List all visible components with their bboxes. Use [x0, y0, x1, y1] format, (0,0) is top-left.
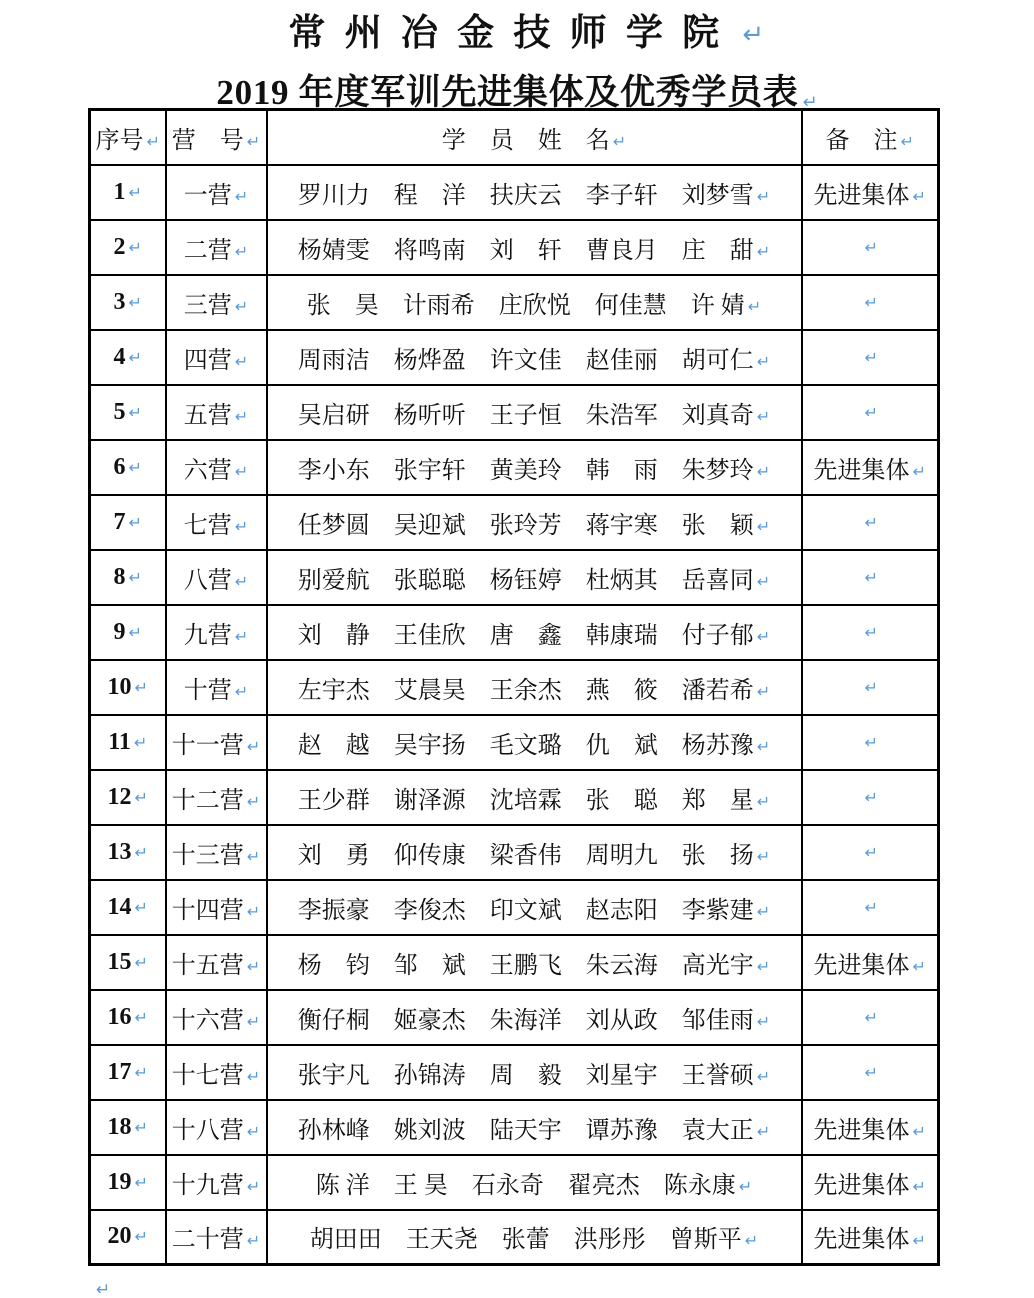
battalion-cell [166, 385, 267, 440]
student-names-cell [267, 715, 802, 770]
table-row [90, 495, 939, 550]
remark-cell [802, 220, 939, 275]
paragraph-mark-icon: ↵ [134, 952, 148, 972]
paragraph-mark-icon: ↵ [756, 626, 771, 646]
paragraph-mark-icon: ↵ [234, 516, 249, 536]
document-title-text: 2019 年度军训先进集体及优秀学员表 [216, 73, 799, 112]
student-names-cell-text: 衡仔桐 姬豪杰 朱海洋 刘从政 邹佳雨 [297, 1007, 754, 1034]
student-names-cell-text: 周雨洁 杨烨盈 许文佳 赵佳丽 胡可仁 [297, 347, 754, 374]
student-names-cell [267, 330, 802, 385]
paragraph-mark-icon: ↵ [900, 131, 914, 151]
battalion-cell-text: 九营 [183, 622, 232, 649]
remark-cell [802, 275, 939, 330]
paragraph-mark-icon: ↵ [246, 1176, 261, 1196]
table-row [90, 880, 939, 935]
table-row [90, 275, 939, 330]
title-block [0, 0, 1034, 115]
serial-number-cell [90, 715, 166, 770]
table-row [90, 715, 939, 770]
paragraph-mark-icon: ↵ [246, 1231, 261, 1251]
paragraph-mark-icon: ↵ [246, 1066, 261, 1086]
paragraph-mark-icon: ↵ [912, 1176, 926, 1196]
remark-cell [802, 1045, 939, 1100]
table-row [90, 1210, 939, 1265]
remark-cell [802, 1100, 939, 1155]
paragraph-mark-icon: ↵ [246, 1121, 261, 1141]
remark-cell [802, 770, 939, 825]
serial-number-cell [90, 275, 166, 330]
paragraph-mark-icon: ↵ [756, 571, 771, 591]
serial-number-cell-text: 9 [113, 618, 126, 645]
student-names-cell-text: 张宇凡 孙锦涛 周 毅 刘星宇 王誉硕 [297, 1062, 754, 1089]
paragraph-mark-icon: ↵ [864, 732, 878, 752]
paragraph-mark-icon: ↵ [234, 406, 249, 426]
serial-number-cell-text: 7 [113, 508, 126, 535]
paragraph-mark-icon: ↵ [864, 842, 878, 862]
battalion-cell [166, 715, 267, 770]
battalion-cell-text: 二营 [183, 237, 232, 264]
battalion-cell [166, 275, 267, 330]
student-names-cell-text: 赵 越 吴宇扬 毛文璐 仇 斌 杨苏豫 [297, 732, 754, 759]
student-names-cell-text: 刘 勇 仰传康 梁香伟 周明九 张 扬 [297, 842, 754, 869]
battalion-cell-text: 二十营 [171, 1227, 244, 1254]
student-names-cell-text: 胡田田 王天尧 张蕾 洪彤彤 曾斯平 [309, 1227, 742, 1254]
paragraph-mark-icon: ↵ [864, 292, 878, 312]
paragraph-mark-icon: ↵ [802, 92, 818, 113]
battalion-cell [166, 440, 267, 495]
paragraph-mark-icon: ↵ [128, 347, 142, 367]
student-names-cell [267, 660, 802, 715]
battalion-cell-text: 三营 [183, 292, 232, 319]
battalion-cell [166, 990, 267, 1045]
student-names-cell-text: 孙林峰 姚刘波 陆天宇 谭苏豫 袁大正 [297, 1117, 754, 1144]
paragraph-mark-icon: ↵ [234, 241, 249, 261]
remark-cell-text: 先进集体 [813, 1227, 910, 1254]
remark-cell-text: 先进集体 [813, 1172, 910, 1199]
battalion-cell-text: 十七营 [171, 1062, 244, 1089]
serial-number-cell-text: 6 [113, 453, 126, 480]
table-row [90, 1155, 939, 1210]
roster-table [88, 108, 940, 1266]
school-name-text: 常州冶金技师学院 [288, 13, 739, 54]
remark-cell [802, 1155, 939, 1210]
remark-cell [802, 385, 939, 440]
battalion-cell-text: 四营 [183, 347, 232, 374]
paragraph-mark-icon: ↵ [246, 846, 261, 866]
serial-number-cell-text: 3 [113, 288, 126, 315]
student-names-cell-text: 左宇杰 艾晨昊 王余杰 燕 筱 潘若希 [297, 677, 754, 704]
student-names-cell [267, 385, 802, 440]
student-names-cell [267, 165, 802, 220]
table-row [90, 550, 939, 605]
paragraph-mark-icon: ↵ [756, 351, 771, 371]
paragraph-mark-icon: ↵ [756, 1011, 771, 1031]
student-names-cell-text: 杨婧雯 将鸣南 刘 轩 曹良月 庄 甜 [297, 237, 754, 264]
paragraph-mark-icon: ↵ [246, 1011, 261, 1031]
paragraph-mark-icon: ↵ [246, 956, 261, 976]
serial-number-cell [90, 1210, 166, 1265]
battalion-cell [166, 495, 267, 550]
battalion-cell-text: 十五营 [171, 952, 244, 979]
remark-cell-text: 先进集体 [813, 457, 910, 484]
paragraph-mark-icon: ↵ [864, 622, 878, 642]
paragraph-mark-icon: ↵ [234, 351, 249, 371]
student-names-cell [267, 1155, 802, 1210]
battalion-cell [166, 660, 267, 715]
student-names-cell-text: 刘 静 王佳欣 唐 鑫 韩康瑞 付子郁 [297, 622, 754, 649]
student-names-cell-text: 张 昊 计雨希 庄欣悦 何佳慧 许 婧 [306, 292, 745, 319]
table-row [90, 935, 939, 990]
header-remarks: 备 注 ↵ [802, 110, 939, 165]
remark-cell-text: 先进集体 [813, 952, 910, 979]
table-row [90, 990, 939, 1045]
serial-number-cell-text: 19 [107, 1168, 132, 1195]
table-row [90, 1100, 939, 1155]
paragraph-mark-icon: ↵ [912, 461, 926, 481]
serial-number-cell-text: 2 [113, 233, 126, 260]
serial-number-cell-text: 4 [113, 343, 126, 370]
remark-cell [802, 1210, 939, 1265]
paragraph-mark-icon: ↵ [864, 567, 878, 587]
paragraph-mark-icon: ↵ [864, 237, 878, 257]
table-row [90, 825, 939, 880]
battalion-cell-text: 七营 [183, 512, 232, 539]
student-names-cell [267, 880, 802, 935]
paragraph-mark-icon: ↵ [234, 296, 249, 316]
battalion-cell-text: 十九营 [171, 1172, 244, 1199]
serial-number-cell-text: 1 [113, 178, 126, 205]
table-row [90, 1045, 939, 1100]
paragraph-mark-icon: ↵ [128, 567, 142, 587]
remark-cell [802, 880, 939, 935]
paragraph-mark-icon: ↵ [912, 1231, 926, 1251]
table-row [90, 770, 939, 825]
paragraph-mark-icon: ↵ [912, 1121, 926, 1141]
student-names-cell [267, 550, 802, 605]
student-names-cell-text: 任梦圆 吴迎斌 张玲芳 蒋宇寒 张 颖 [297, 512, 754, 539]
serial-number-cell [90, 220, 166, 275]
remark-cell [802, 935, 939, 990]
serial-number-cell [90, 440, 166, 495]
serial-number-cell-text: 8 [113, 563, 126, 590]
header-serial-number: 序号 ↵ [90, 110, 166, 165]
battalion-cell-text: 五营 [183, 402, 232, 429]
paragraph-mark-icon: ↵ [864, 402, 878, 422]
table-row [90, 385, 939, 440]
serial-number-cell [90, 880, 166, 935]
remark-cell [802, 825, 939, 880]
paragraph-mark-icon: ↵ [246, 791, 261, 811]
paragraph-mark-icon: ↵ [864, 512, 878, 532]
serial-number-cell-text: 18 [107, 1113, 132, 1140]
serial-number-cell-text: 20 [107, 1223, 132, 1250]
paragraph-mark-icon: ↵ [128, 402, 142, 422]
remark-cell [802, 165, 939, 220]
paragraph-mark-icon: ↵ [756, 241, 771, 261]
paragraph-mark-icon: ↵ [756, 846, 771, 866]
student-names-cell-text: 别爱航 张聪聪 杨钰婷 杜炳其 岳喜同 [297, 567, 754, 594]
paragraph-mark-icon: ↵ [756, 1121, 771, 1141]
roster-table-body [90, 165, 939, 1265]
remark-cell [802, 440, 939, 495]
paragraph-mark-icon: ↵ [864, 897, 878, 917]
table-row [90, 165, 939, 220]
paragraph-mark-icon: ↵ [742, 20, 765, 50]
battalion-cell [166, 1155, 267, 1210]
paragraph-mark-icon: ↵ [864, 1062, 878, 1082]
paragraph-mark-icon: ↵ [146, 131, 160, 151]
paragraph-mark-icon: ↵ [738, 1176, 753, 1196]
battalion-cell [166, 880, 267, 935]
paragraph-mark-icon: ↵ [864, 677, 878, 697]
student-names-cell [267, 440, 802, 495]
paragraph-mark-icon: ↵ [756, 406, 771, 426]
serial-number-cell [90, 660, 166, 715]
table-row [90, 660, 939, 715]
serial-number-cell [90, 605, 166, 660]
table-row [90, 330, 939, 385]
student-names-cell-text: 杨 钧 邹 斌 王鹏飞 朱云海 高光宇 [297, 952, 754, 979]
battalion-cell-text: 十六营 [171, 1007, 244, 1034]
remark-cell [802, 330, 939, 385]
table-row [90, 605, 939, 660]
serial-number-cell-text: 13 [107, 838, 132, 865]
table-header-row [90, 110, 939, 165]
serial-number-cell [90, 495, 166, 550]
student-names-cell-text: 罗川力 程 洋 扶庆云 李子轩 刘梦雪 [297, 182, 754, 209]
battalion-cell [166, 165, 267, 220]
serial-number-cell-text: 12 [107, 783, 132, 810]
table-row [90, 220, 939, 275]
battalion-cell-text: 八营 [183, 567, 232, 594]
remark-cell-text: 先进集体 [813, 182, 910, 209]
student-names-cell [267, 1100, 802, 1155]
paragraph-mark-icon: ↵ [128, 622, 142, 642]
paragraph-mark-icon: ↵ [864, 347, 878, 367]
remark-cell [802, 990, 939, 1045]
paragraph-mark-icon: ↵ [134, 787, 148, 807]
student-names-cell-text: 陈 洋 王 昊 石永奇 翟亮杰 陈永康 [315, 1172, 736, 1199]
paragraph-mark-icon: ↵ [864, 787, 878, 807]
battalion-cell [166, 770, 267, 825]
battalion-cell-text: 六营 [183, 457, 232, 484]
serial-number-cell [90, 165, 166, 220]
battalion-cell [166, 550, 267, 605]
student-names-cell-text: 李振豪 李俊杰 印文斌 赵志阳 李紫建 [297, 897, 754, 924]
battalion-cell [166, 330, 267, 385]
paragraph-mark-icon: ↵ [246, 736, 261, 756]
battalion-cell-text: 十二营 [171, 787, 244, 814]
serial-number-cell-text: 5 [113, 398, 126, 425]
serial-number-cell [90, 1155, 166, 1210]
paragraph-mark-icon: ↵ [756, 901, 771, 921]
battalion-cell [166, 935, 267, 990]
paragraph-mark-icon: ↵ [756, 956, 771, 976]
paragraph-mark-icon: ↵ [864, 1007, 878, 1027]
student-names-cell [267, 770, 802, 825]
paragraph-mark-icon: ↵ [134, 1172, 148, 1192]
serial-number-cell [90, 550, 166, 605]
paragraph-mark-icon: ↵ [128, 457, 142, 477]
serial-number-cell [90, 1045, 166, 1100]
paragraph-mark-icon: ↵ [234, 186, 249, 206]
paragraph-mark-icon: ↵ [96, 1280, 111, 1298]
paragraph-mark-icon: ↵ [756, 736, 771, 756]
serial-number-cell [90, 770, 166, 825]
remark-cell [802, 605, 939, 660]
battalion-cell-text: 一营 [183, 182, 232, 209]
remark-cell [802, 495, 939, 550]
serial-number-cell-text: 11 [108, 728, 131, 755]
paragraph-mark-icon: ↵ [134, 897, 148, 917]
paragraph-mark-icon: ↵ [912, 956, 926, 976]
paragraph-mark-icon: ↵ [234, 681, 249, 701]
battalion-cell-text: 十营 [183, 677, 232, 704]
paragraph-mark-icon: ↵ [128, 512, 142, 532]
paragraph-mark-icon: ↵ [246, 131, 261, 151]
battalion-cell [166, 220, 267, 275]
serial-number-cell [90, 825, 166, 880]
student-names-cell-text: 王少群 谢泽源 沈培霖 张 聪 郑 星 [297, 787, 754, 814]
remark-cell [802, 715, 939, 770]
paragraph-mark-icon: ↵ [612, 131, 627, 151]
paragraph-mark-icon: ↵ [756, 461, 771, 481]
serial-number-cell [90, 935, 166, 990]
serial-number-cell-text: 16 [107, 1003, 132, 1030]
battalion-cell [166, 1210, 267, 1265]
student-names-cell [267, 220, 802, 275]
paragraph-mark-icon: ↵ [128, 292, 142, 312]
paragraph-mark-icon: ↵ [234, 461, 249, 481]
paragraph-mark-icon: ↵ [756, 1066, 771, 1086]
paragraph-mark-icon: ↵ [234, 626, 249, 646]
student-names-cell [267, 275, 802, 330]
paragraph-mark-icon: ↵ [134, 1117, 148, 1137]
school-name-title [0, 2, 1034, 56]
serial-number-cell-text: 15 [107, 948, 132, 975]
student-names-cell [267, 935, 802, 990]
paragraph-mark-icon: ↵ [128, 182, 142, 202]
paragraph-mark-icon: ↵ [756, 516, 771, 536]
serial-number-cell [90, 330, 166, 385]
battalion-cell [166, 605, 267, 660]
paragraph-mark-icon: ↵ [134, 1007, 148, 1027]
serial-number-cell [90, 990, 166, 1045]
battalion-cell [166, 1100, 267, 1155]
student-names-cell-text: 李小东 张宇轩 黄美玲 韩 雨 朱梦玲 [297, 457, 754, 484]
table-row [90, 440, 939, 495]
paragraph-mark-icon: ↵ [756, 791, 771, 811]
battalion-cell [166, 1045, 267, 1100]
battalion-cell-text: 十三营 [171, 842, 244, 869]
paragraph-mark-icon: ↵ [246, 901, 261, 921]
paragraph-mark-icon: ↵ [744, 1231, 759, 1251]
battalion-cell-text: 十四营 [171, 897, 244, 924]
student-names-cell [267, 605, 802, 660]
student-names-cell-text: 吴启研 杨听听 王子恒 朱浩军 刘真奇 [297, 402, 754, 429]
paragraph-mark-icon: ↵ [747, 296, 762, 316]
paragraph-mark-icon: ↵ [134, 1227, 148, 1247]
paragraph-mark-icon: ↵ [912, 186, 926, 206]
battalion-cell-text: 十八营 [171, 1117, 244, 1144]
paragraph-mark-icon: ↵ [128, 237, 142, 257]
student-names-cell [267, 1210, 802, 1265]
student-names-cell [267, 1045, 802, 1100]
paragraph-mark-icon: ↵ [756, 681, 771, 701]
remark-cell [802, 550, 939, 605]
student-names-cell [267, 990, 802, 1045]
paragraph-mark-icon: ↵ [133, 732, 148, 752]
header-battalion: 营 号 ↵ [166, 110, 267, 165]
paragraph-mark-icon: ↵ [234, 571, 249, 591]
student-names-cell [267, 495, 802, 550]
paragraph-mark-icon: ↵ [134, 842, 148, 862]
remark-cell-text: 先进集体 [813, 1117, 910, 1144]
remark-cell [802, 660, 939, 715]
serial-number-cell-text: 14 [107, 893, 132, 920]
battalion-cell [166, 825, 267, 880]
header-student-names: 学 员 姓 名 ↵ [267, 110, 802, 165]
serial-number-cell [90, 1100, 166, 1155]
student-names-cell [267, 825, 802, 880]
battalion-cell-text: 十一营 [171, 732, 244, 759]
paragraph-mark-icon: ↵ [756, 186, 771, 206]
serial-number-cell-text: 17 [107, 1058, 132, 1085]
serial-number-cell-text: 10 [107, 673, 132, 700]
paragraph-mark-icon: ↵ [134, 1062, 148, 1082]
serial-number-cell [90, 385, 166, 440]
paragraph-mark-icon: ↵ [134, 677, 148, 697]
